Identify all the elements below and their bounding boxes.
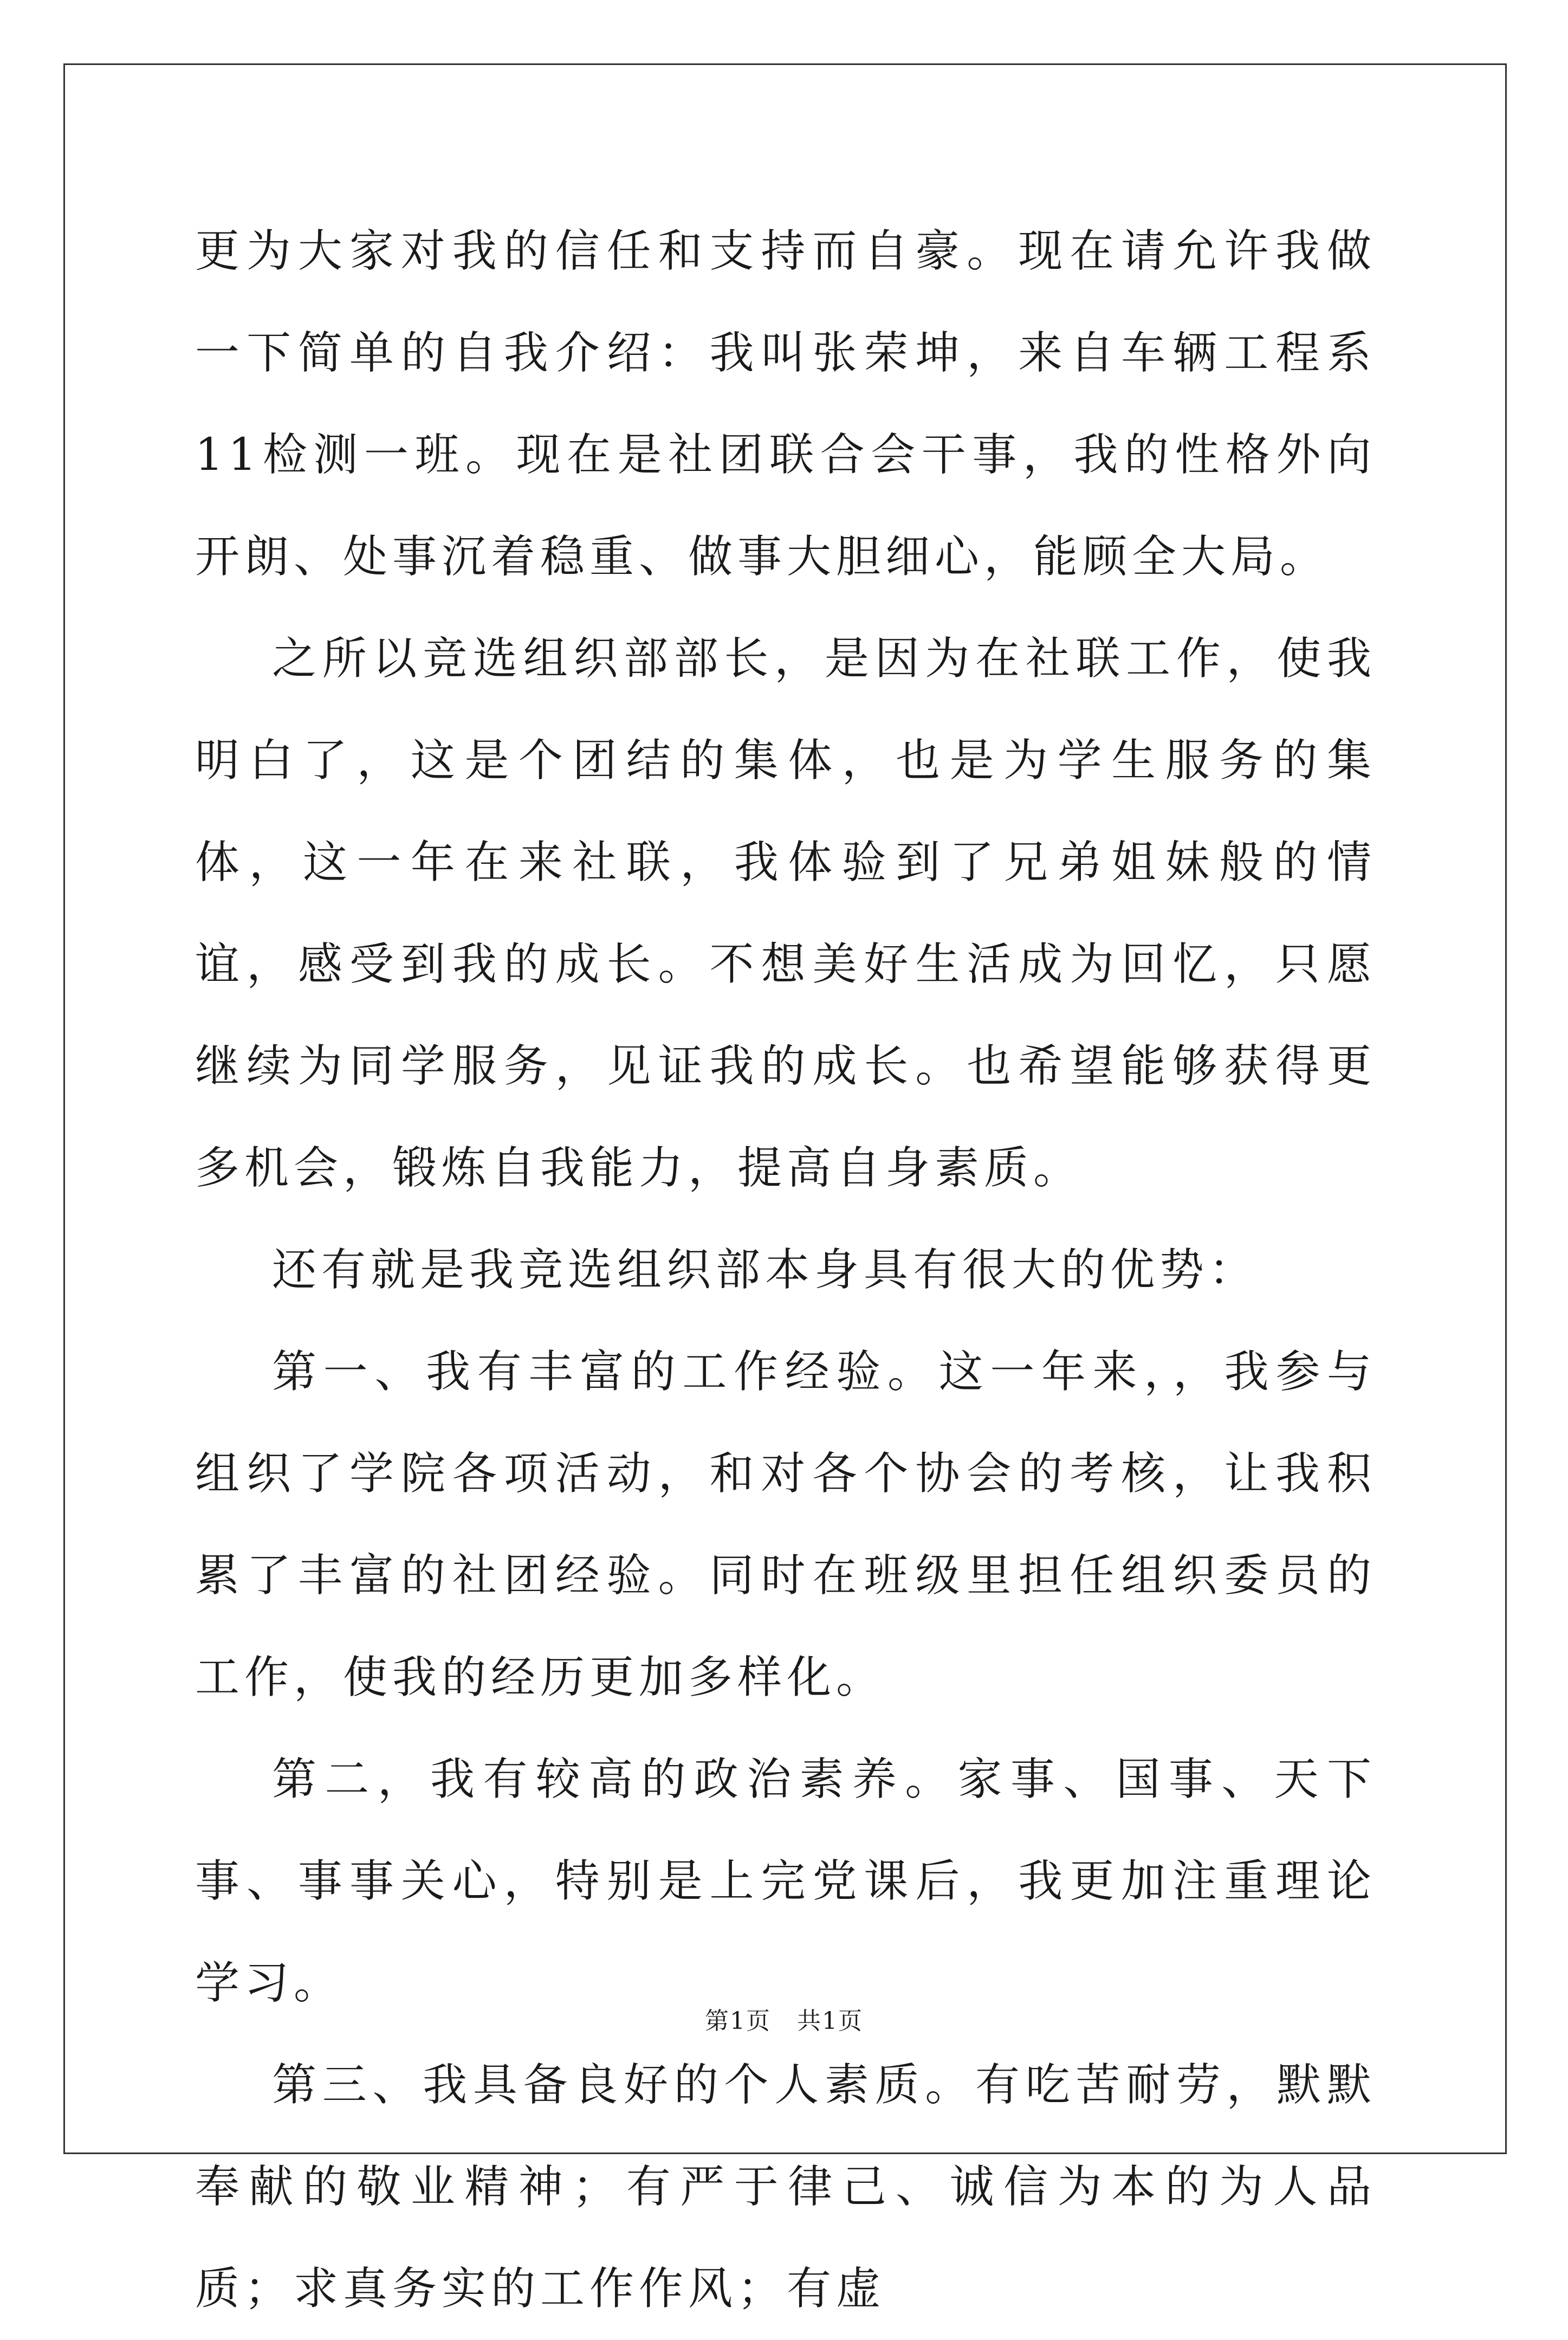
- page-number-current: 第1页: [705, 2007, 771, 2035]
- paragraph-advantages-heading: 还有就是我竞选组织部本身具有很大的优势：: [272, 1244, 1259, 1296]
- paragraph-reason: 之所以竞选组织部部长，是因为在社联工作，使我明白了，这是个团结的集体，也是为学生服务的集体，这一年在来社联，我体验到了兄弟姐妹般的情谊，感受到我的成长。不想美好生活成为回忆，只愿继续为同学服务，见证我的成长。也希望能够获得更多机会，锻炼自我能力，提高自身素质。: [195, 633, 1376, 1194]
- paragraph-first-advantage: 第一、我有丰富的工作经验。这一年来，，我参与组织了学院各项活动，和对各个协会的考核，让我积累了丰富的社团经验。同时在班级里担任组织委员的工作，使我的经历更加多样化。: [195, 1346, 1376, 1703]
- page-number-total: 共1页: [797, 2007, 863, 2035]
- page-footer: [0, 2005, 1568, 2038]
- paragraph-second-advantage: 第二，我有较高的政治素养。家事、国事、天下事、事事关心，特别是上完党课后，我更加注重理论学习。: [195, 1754, 1376, 2009]
- paragraph-third-advantage: 第三、我具备良好的个人素质。有吃苦耐劳，默默奉献的敬业精神；有严于律己、诚信为本的为人品质；求真务实的工作作风；有虚: [195, 2059, 1376, 2315]
- paragraph-intro: 更为大家对我的信任和支持而自豪。现在请允许我做一下简单的自我介绍：我叫张荣坤，来自车辆工程系11检测一班。现在是社团联合会干事，我的性格外向开朗、处事沉着稳重、做事大胆细心，能顾全大局。: [195, 225, 1376, 583]
